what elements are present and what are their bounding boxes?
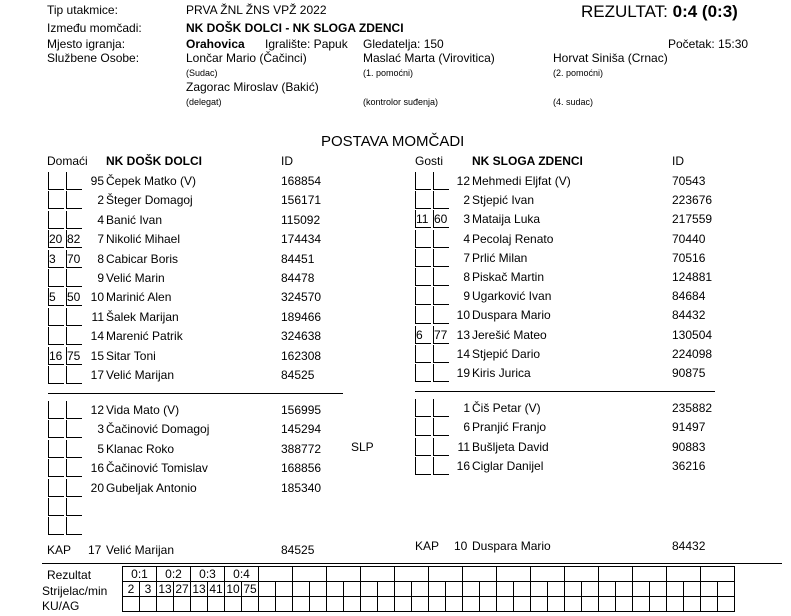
player-name: Marinić Alen	[106, 290, 172, 305]
scorer-cell	[701, 582, 718, 597]
sub-box	[48, 420, 64, 438]
player-number: 8	[463, 270, 470, 284]
sub-box	[433, 230, 449, 248]
player-number: 19	[456, 366, 470, 380]
sub-box	[66, 327, 82, 345]
player-number: 2	[97, 193, 104, 208]
kuag-cell	[650, 597, 667, 612]
kuag-cell	[208, 597, 225, 612]
player-number: 12	[456, 174, 470, 188]
kuag-cell	[429, 597, 446, 612]
kuag-cell	[174, 597, 191, 612]
sub-box	[48, 308, 64, 326]
player-id: 145294	[281, 422, 322, 437]
player-number: 16	[456, 459, 470, 474]
sub-minute-out: 50	[67, 290, 81, 305]
sub-minute-in: 3	[49, 251, 56, 266]
score-cell: 0:1	[123, 567, 157, 582]
gledatelja: Gledatelja: 150	[363, 37, 444, 51]
player-number: 10	[90, 290, 104, 305]
player-id: 156995	[281, 403, 322, 417]
sub-box	[66, 517, 82, 535]
player-id: 324570	[281, 290, 322, 305]
player-id: 162308	[281, 348, 322, 363]
kuag-cell	[463, 597, 480, 612]
kuag-cell	[259, 597, 276, 612]
score-cell: 0:3	[191, 567, 225, 582]
player-id: 217559	[672, 212, 713, 227]
score-cell	[395, 567, 429, 582]
sub-box	[66, 459, 82, 477]
match-title: NK DOŠK DOLCI - NK SLOGA ZDENCI	[186, 21, 404, 35]
kuag-cell	[667, 597, 684, 612]
sub-box	[433, 268, 449, 286]
kuag-cell	[497, 597, 514, 612]
pocetak: Početak: 15:30	[668, 37, 749, 51]
sub-box	[433, 364, 449, 382]
sub-box	[66, 420, 82, 438]
home-kap-num: 17	[88, 543, 102, 557]
result-line	[581, 2, 738, 22]
result-label: REZULTAT:	[581, 2, 668, 21]
player-number: 9	[463, 289, 470, 304]
sub-box	[48, 459, 64, 477]
sub-box	[66, 366, 82, 384]
kuag-cell	[191, 597, 208, 612]
player-id: 235882	[672, 401, 713, 415]
izmedu-label: Između momčadi:	[47, 21, 142, 35]
kuag-cell	[701, 597, 718, 612]
scorer-cell	[344, 582, 361, 597]
player-number: 7	[97, 232, 104, 247]
player-name: Duspara Mario	[472, 308, 551, 323]
sub-minute-out: 60	[434, 212, 448, 227]
sub-box	[66, 498, 82, 516]
scorer-cell	[327, 582, 344, 597]
player-number: 15	[90, 348, 104, 363]
player-number: 12	[90, 403, 104, 417]
kuag-cell	[310, 597, 327, 612]
igraliste: Igralište: Papuk	[265, 37, 348, 51]
sub-box	[48, 401, 64, 419]
player-name: Pecolaj Renato	[472, 231, 554, 246]
player-name: Stjepić Ivan	[472, 193, 535, 208]
scorer-cell	[480, 582, 497, 597]
scorer-cell	[633, 582, 650, 597]
scorer-cell	[667, 582, 684, 597]
home-id-header: ID	[281, 154, 293, 168]
score-cell	[293, 567, 327, 582]
score-cell	[667, 567, 701, 582]
kuag-cell	[344, 597, 361, 612]
player-name: Čepek Matko (V)	[106, 174, 197, 188]
sub-box	[433, 457, 449, 475]
sub-minute-in: 16	[49, 348, 63, 363]
player-number: 14	[456, 346, 470, 361]
player-name: Pranjić Franjo	[472, 420, 547, 435]
official-role: (Sudac)	[186, 68, 218, 78]
kuag-cell	[276, 597, 293, 612]
player-name: Cabicar Boris	[106, 251, 179, 266]
scorer-cell	[599, 582, 616, 597]
sub-box	[415, 230, 431, 248]
player-number: 4	[463, 231, 470, 246]
player-id: 84432	[672, 308, 706, 323]
player-name: Mehmedi Eljfat (V)	[472, 174, 571, 188]
scorer-cell: 75	[243, 582, 257, 596]
scorer-cell	[548, 582, 565, 597]
sub-box	[415, 172, 431, 190]
player-name: Stjepić Dario	[472, 346, 541, 361]
kuag-cell	[684, 597, 701, 612]
sub-box	[66, 172, 82, 190]
scorer-cell	[463, 582, 480, 597]
player-number: 11	[457, 439, 470, 454]
score-cell	[463, 567, 497, 582]
player-id: 84684	[672, 289, 706, 304]
scorer-cell	[565, 582, 582, 597]
player-name: Sitar Toni	[106, 348, 156, 363]
kuag-cell	[378, 597, 395, 612]
kuag-cell	[293, 597, 310, 612]
sub-box	[48, 479, 64, 497]
sub-box	[433, 249, 449, 267]
player-number: 3	[97, 422, 104, 437]
scorer-cell: 13	[158, 582, 172, 596]
player-id: 115092	[281, 212, 321, 227]
scorer-cell	[684, 582, 701, 597]
footer-progress-table	[122, 566, 735, 612]
player-number: 95	[90, 174, 104, 188]
footer-strijelac-label: Strijelac/min	[42, 584, 108, 598]
kuag-cell	[718, 597, 735, 612]
sub-minute-in: 6	[416, 327, 423, 342]
player-name: Čačinović Domagoj	[106, 422, 210, 437]
scorer-cell	[531, 582, 548, 597]
sub-minute-in: 5	[49, 290, 56, 305]
player-number: 6	[463, 420, 470, 435]
kuag-cell	[140, 597, 157, 612]
kuag-cell	[514, 597, 531, 612]
scorer-cell	[259, 582, 276, 597]
sub-box	[415, 418, 431, 436]
scorer-cell	[412, 582, 429, 597]
scorer-cell	[514, 582, 531, 597]
sub-box	[433, 345, 449, 363]
kuag-cell	[361, 597, 378, 612]
scorer-cell	[429, 582, 446, 597]
kuag-cell	[565, 597, 582, 612]
kuag-cell	[548, 597, 565, 612]
official-role: (1. pomoćni)	[363, 68, 414, 78]
player-id: 91497	[672, 420, 706, 435]
scorer-cell: 2	[123, 582, 140, 597]
postava-title: POSTAVA MOMČADI	[321, 133, 465, 150]
player-name: Piskač Martin	[472, 270, 545, 284]
sub-box	[66, 211, 82, 229]
away-divider	[415, 391, 715, 392]
sub-box	[433, 418, 449, 436]
player-id: 84451	[281, 251, 315, 266]
scorer-cell	[650, 582, 667, 597]
mjesto-label: Mjesto igranja:	[47, 37, 126, 51]
sub-box	[415, 249, 431, 267]
player-name: Šalek Marijan	[106, 309, 179, 324]
player-number: 7	[463, 250, 470, 265]
player-number: 8	[97, 251, 104, 266]
player-id: 388772	[281, 441, 322, 456]
sub-box	[48, 172, 64, 190]
scorer-cell	[446, 582, 463, 597]
player-id: 223676	[672, 193, 713, 208]
official-name: Maslać Marta (Virovitica)	[363, 51, 495, 65]
player-number: 1	[463, 401, 470, 415]
kuag-cell	[395, 597, 412, 612]
kuag-cell	[531, 597, 548, 612]
player-number: 11	[91, 309, 104, 324]
player-name: Velić Marin	[106, 271, 165, 285]
kuag-cell	[157, 597, 174, 612]
player-id: 168856	[281, 461, 322, 476]
player-id: 70516	[672, 250, 706, 265]
sub-box	[415, 306, 431, 324]
scorer-cell	[310, 582, 327, 597]
kuag-cell	[242, 597, 259, 612]
sub-box	[415, 268, 431, 286]
player-name: Čiš Petar (V)	[472, 401, 541, 415]
kuag-cell	[327, 597, 344, 612]
sub-box	[66, 191, 82, 209]
score-cell	[259, 567, 293, 582]
player-id: 156171	[281, 193, 322, 208]
footer-kuag-label: KU/AG	[42, 599, 80, 613]
kuag-cell	[599, 597, 616, 612]
score-cell: 0:2	[157, 567, 191, 582]
sub-box	[48, 191, 64, 209]
player-name: Jerešić Mateo	[472, 327, 547, 342]
player-name: Bušljeta David	[472, 439, 549, 454]
sub-box	[66, 401, 82, 419]
sub-box	[48, 498, 64, 516]
sub-box	[48, 366, 64, 384]
player-number: 20	[90, 480, 104, 495]
sub-minute-in: 11	[416, 212, 429, 227]
player-id: 124881	[672, 270, 713, 284]
player-id: 90875	[672, 366, 706, 380]
sub-box	[433, 191, 449, 209]
kuag-cell	[412, 597, 429, 612]
sub-box	[415, 287, 431, 305]
footer-rezultat-label: Rezultat	[47, 568, 92, 582]
away-id-header: ID	[672, 154, 684, 168]
scorer-cell	[378, 582, 395, 597]
player-name: Ugarković Ivan	[472, 289, 552, 304]
home-team-name: NK DOŠK DOLCI	[106, 154, 202, 168]
sub-box	[415, 364, 431, 382]
sub-box	[433, 287, 449, 305]
player-number: 17	[90, 368, 104, 382]
official-name: Zagorac Miroslav (Bakić)	[186, 80, 319, 94]
sub-minute-out: 75	[67, 348, 81, 363]
footer-top-line	[42, 563, 782, 564]
scorer-cell: 27	[175, 582, 189, 596]
kuag-cell	[123, 597, 140, 612]
tip-value: PRVA ŽNL ŽNS VPŽ 2022	[186, 3, 327, 17]
player-id: 90883	[672, 439, 706, 454]
sub-box	[415, 457, 431, 475]
player-name: Velić Marijan	[106, 368, 175, 382]
kuag-cell	[616, 597, 633, 612]
sub-box	[415, 438, 431, 456]
away-side-label: Gosti	[415, 154, 444, 168]
sub-box	[66, 440, 82, 458]
player-number: 14	[90, 329, 104, 344]
kuag-cell	[225, 597, 242, 612]
home-kap-name: Velić Marijan	[106, 543, 175, 557]
player-name: Marenić Patrik	[106, 329, 183, 344]
scorer-cell	[497, 582, 514, 597]
scorer-cell: 41	[209, 582, 223, 596]
home-side-label: Domaći	[47, 154, 88, 168]
player-number: 10	[456, 308, 470, 323]
sub-box	[66, 308, 82, 326]
player-number: 3	[463, 212, 470, 227]
scorer-cell	[293, 582, 310, 597]
sub-box	[433, 438, 449, 456]
sub-box	[66, 479, 82, 497]
score-cell	[531, 567, 565, 582]
score-cell: 0:4	[225, 567, 259, 582]
player-name: Ciglar Danijel	[472, 459, 544, 474]
official-role: (4. sudac)	[553, 97, 594, 107]
player-name: Nikolić Mihael	[106, 232, 181, 247]
sub-box	[48, 269, 64, 287]
score-cell	[327, 567, 361, 582]
player-id: 130504	[672, 327, 713, 342]
scorer-cell	[395, 582, 412, 597]
sluzbene-label: Službene Osobe:	[47, 51, 140, 65]
sub-box	[415, 191, 431, 209]
sub-minute-in: 20	[49, 232, 63, 247]
player-id: 224098	[672, 346, 713, 361]
player-name: Gubeljak Antonio	[106, 480, 197, 495]
score-cell	[429, 567, 463, 582]
official-name: Horvat Siniša (Crnac)	[553, 51, 668, 65]
score-cell	[565, 567, 599, 582]
scorer-cell: 3	[140, 582, 157, 597]
score-cell	[701, 567, 735, 582]
away-kap-name: Duspara Mario	[472, 539, 551, 553]
scorer-cell: 13	[192, 582, 206, 596]
scorer-cell	[718, 582, 735, 597]
home-kap-id: 84525	[281, 543, 315, 557]
player-name: Klanac Roko	[106, 441, 175, 456]
sub-box	[433, 306, 449, 324]
score-cell	[497, 567, 531, 582]
score-cell	[599, 567, 633, 582]
kuag-cell	[446, 597, 463, 612]
player-id: 84478	[281, 271, 315, 285]
player-id: 324638	[281, 329, 322, 344]
player-number: 16	[90, 461, 104, 476]
kuag-cell	[480, 597, 497, 612]
official-name: Lončar Mario (Čačinci)	[186, 51, 307, 65]
kuag-cell	[633, 597, 650, 612]
away-kap-id: 84432	[672, 539, 706, 553]
sub-box	[66, 269, 82, 287]
player-number: 4	[97, 212, 104, 227]
official-role: (delegat)	[186, 97, 222, 107]
away-kap-label: KAP	[415, 539, 440, 553]
player-name: Vida Mato (V)	[106, 403, 180, 417]
kuag-cell	[582, 597, 599, 612]
scorer-cell	[276, 582, 293, 597]
sub-box	[48, 517, 64, 535]
score-cell	[361, 567, 395, 582]
slp-label: SLP	[351, 440, 374, 454]
sub-box	[48, 327, 64, 345]
player-id: 189466	[281, 309, 322, 324]
sub-box	[48, 440, 64, 458]
sub-box	[415, 399, 431, 417]
player-number: 9	[97, 271, 104, 285]
sub-box	[433, 172, 449, 190]
player-name: Banić Ivan	[106, 212, 163, 227]
official-role: (2. pomoćni)	[553, 68, 604, 78]
scorer-cell: 10	[226, 582, 240, 596]
player-id: 84525	[281, 368, 315, 382]
away-team-name: NK SLOGA ZDENCI	[472, 154, 583, 168]
away-kap-num: 10	[454, 539, 468, 553]
player-id: 174434	[281, 232, 322, 247]
mjesto-value: Orahovica	[186, 37, 245, 51]
player-number: 2	[463, 193, 470, 208]
player-id: 185340	[281, 480, 322, 495]
score-cell	[633, 567, 667, 582]
player-name: Prlić Milan	[472, 250, 528, 265]
scorer-cell	[361, 582, 378, 597]
player-number: 13	[456, 327, 470, 342]
player-id: 70543	[672, 174, 706, 188]
sub-box	[48, 211, 64, 229]
sub-minute-out: 70	[67, 251, 81, 266]
sub-minute-out: 77	[434, 327, 448, 342]
player-name: Šteger Domagoj	[106, 193, 193, 208]
scorer-cell	[616, 582, 633, 597]
official-role: (kontrolor suđenja)	[363, 97, 439, 107]
sub-box	[433, 399, 449, 417]
player-id: 70440	[672, 231, 706, 246]
player-number: 5	[97, 441, 104, 456]
sub-box	[415, 345, 431, 363]
sub-minute-out: 82	[67, 232, 81, 247]
result-value: 0:4 (0:3)	[672, 2, 738, 21]
player-name: Mataija Luka	[472, 212, 541, 227]
player-name: Čačinović Tomislav	[106, 461, 208, 476]
tip-label: Tip utakmice:	[47, 3, 118, 17]
player-id: 168854	[281, 174, 322, 188]
home-divider	[48, 393, 343, 394]
player-id: 36216	[672, 459, 706, 474]
home-kap-label: KAP	[47, 543, 72, 557]
player-name: Kiris Jurica	[472, 366, 531, 380]
scorer-cell	[582, 582, 599, 597]
